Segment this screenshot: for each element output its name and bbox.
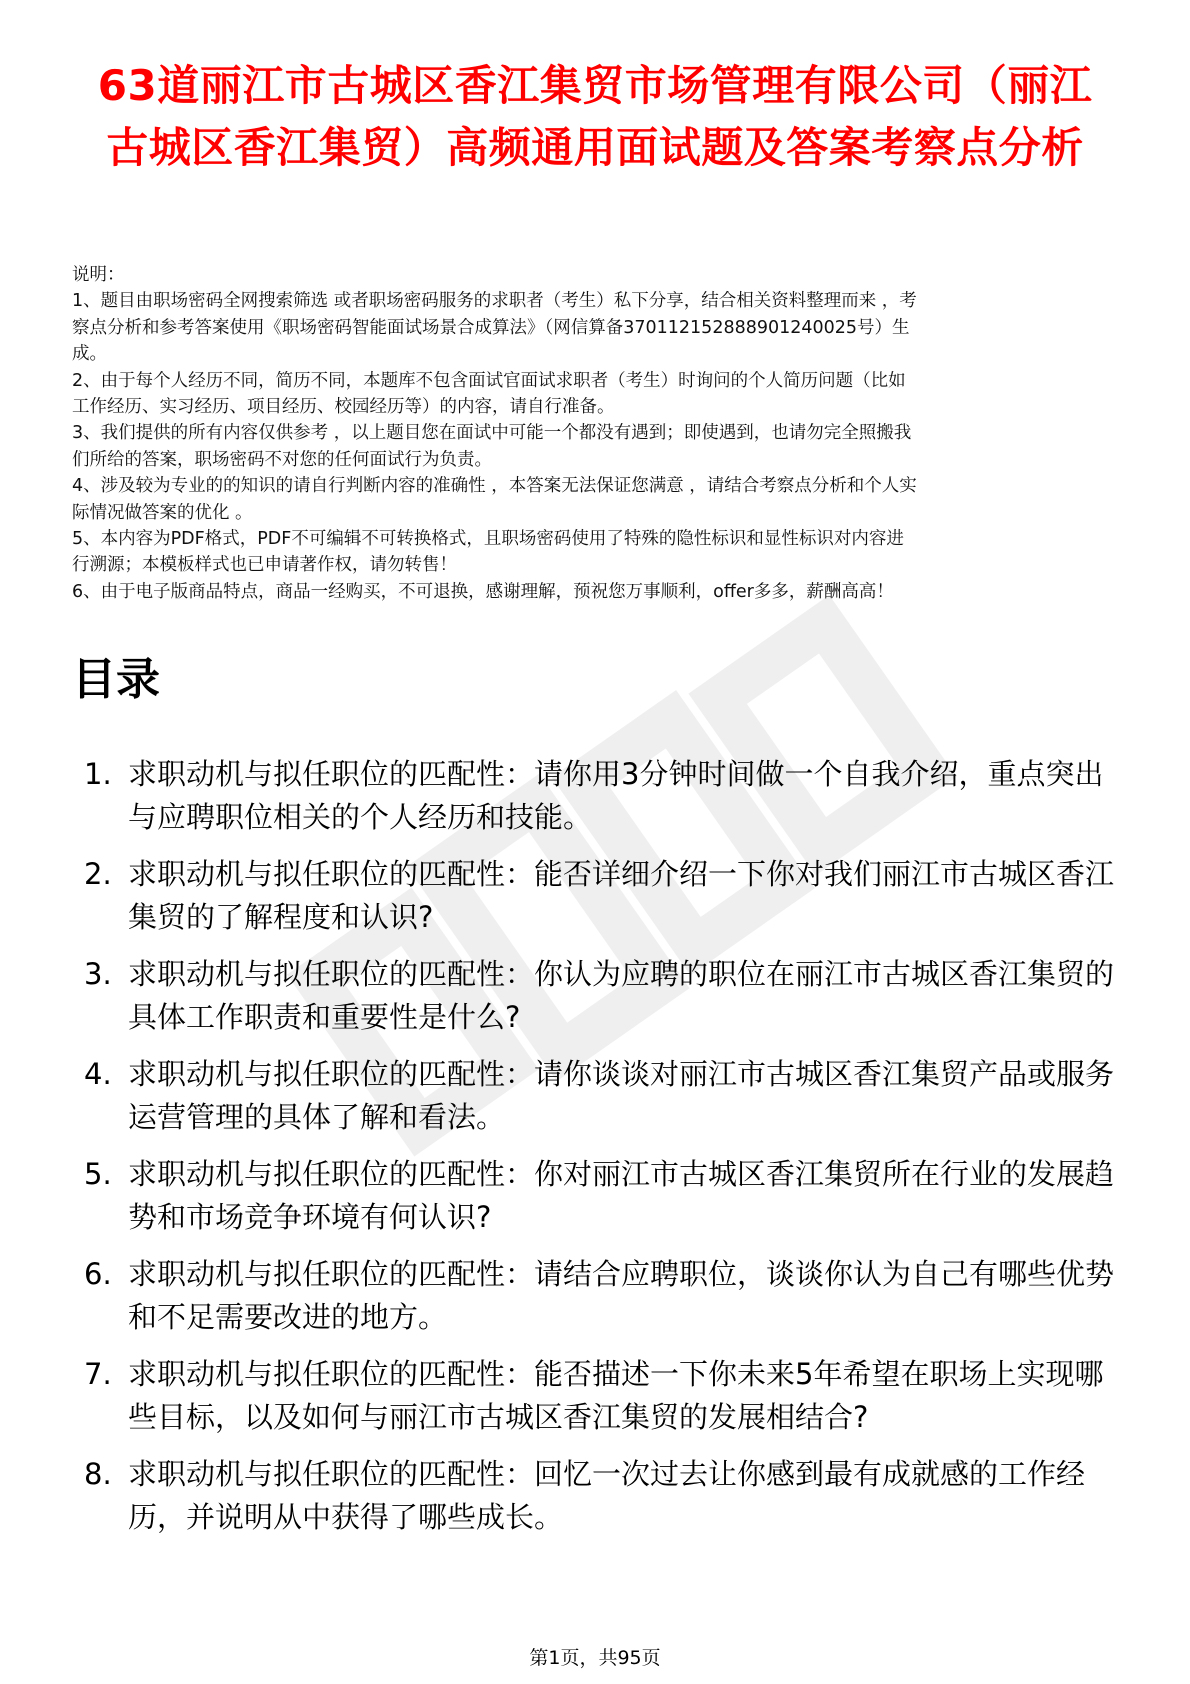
toc-heading: 目录	[72, 654, 160, 705]
toc-item-text: 求职动机与拟任职位的匹配性：请你谈谈对丽江市古城区香江集贸产品或服务运营管理的具体了解和看法。	[128, 1057, 1115, 1134]
note-line: 6、由于电子版商品特点，商品一经购买，不可退换，感谢理解，预祝您万事顺利，offer多多，薪酬高高！	[72, 581, 894, 602]
note-line: 际情况做答案的优化 。	[72, 502, 253, 523]
toc-item-number: 5.	[84, 1157, 112, 1191]
toc-item[interactable]	[72, 1053, 1132, 1139]
toc-item[interactable]	[72, 1453, 1132, 1539]
document-title: 63道丽江市古城区香江集贸市场管理有限公司（丽江古城区香江集贸）高频通用面试题及答案考察点分析	[97, 61, 1093, 172]
toc-item-text: 求职动机与拟任职位的匹配性：回忆一次过去让你感到最有成就感的工作经历，并说明从中获得了哪些成长。	[128, 1457, 1086, 1534]
note-line: 行溯源；本模板样式也已申请著作权，请勿转售！	[72, 555, 457, 576]
note-line: 4、涉及较为专业的的知识的请自行判断内容的准确性 ，本答案无法保证您满意 ，请结合考察点分析和个人实	[72, 476, 917, 497]
toc-item-number: 4.	[84, 1057, 112, 1091]
toc-item-number: 3.	[84, 957, 112, 991]
toc-list	[72, 753, 1132, 1553]
note-line: 1、题目由职场密码全网搜索筛选 或者职场密码服务的求职者（考生）私下分享，结合相关资料整理而来 ，考	[72, 291, 917, 312]
note-line: 们所给的答案，职场密码不对您的任何面试行为负责。	[72, 449, 492, 470]
note-line: 察点分析和参考答案使用《职场密码智能面试场景合成算法》（网信算备3701121528889012400​25号）生	[72, 317, 910, 338]
note-line: 工作经历、实习经历、项目经历、校园经历等）的内容，请自行准备。	[72, 397, 615, 418]
toc-item-text: 求职动机与拟任职位的匹配性：你对丽江市古城区香江集贸所在行业的发展趋势和市场竞争环境有何认识?	[128, 1157, 1115, 1234]
disclaimer-notes	[72, 262, 1122, 605]
toc-item-text: 求职动机与拟任职位的匹配性：请结合应聘职位，谈谈你认为自己有哪些优势和不足需要改进的地方。	[128, 1257, 1115, 1334]
toc-item[interactable]	[72, 1353, 1132, 1439]
toc-item-text: 求职动机与拟任职位的匹配性：你认为应聘的职位在丽江市古城区香江集贸的具体工作职责和重要性是什么?	[128, 957, 1115, 1034]
toc-item-number: 2.	[84, 857, 112, 891]
toc-item-text: 求职动机与拟任职位的匹配性：能否描述一下你未来5年希望在职场上实现哪些目标，以及如何与丽江市古城区香江集贸的发展相结合?	[128, 1357, 1104, 1434]
toc-item[interactable]	[72, 953, 1132, 1039]
note-line: 2、由于每个人经历不同，简历不同，本题库不包含面试官面试求职者（考生）时询问的个人简历问题（比如	[72, 370, 906, 391]
note-line: 5、本内容为PDF格式，PDF不可编辑不可转换格式，且职场密码使用了特殊的隐性标识和显性标识对内容进	[72, 529, 904, 550]
toc-item[interactable]	[72, 1253, 1132, 1339]
note-line: 3、我们提供的所有内容仅供参考 ，以上题目您在面试中可能一个都没有遇到；即使遇到，也请勿完全照搬我	[72, 423, 912, 444]
page-footer: 第1页，共95页	[529, 1647, 661, 1669]
toc-item-number: 1.	[84, 757, 112, 791]
note-line: 成。	[72, 344, 107, 365]
toc-item-text: 求职动机与拟任职位的匹配性：能否详细介绍一下你对我们丽江市古城区香江集贸的了解程度和认识?	[128, 857, 1115, 934]
toc-item-number: 8.	[84, 1457, 112, 1491]
toc-item[interactable]	[72, 1153, 1132, 1239]
notes-heading: 说明：	[72, 265, 125, 285]
toc-item-number: 7.	[84, 1357, 112, 1391]
toc-item[interactable]	[72, 853, 1132, 939]
toc-item[interactable]	[72, 753, 1132, 839]
toc-item-text: 求职动机与拟任职位的匹配性：请你用3分钟时间做一个自我介绍，重点突出与应聘职位相关的个人经历和技能。	[128, 757, 1104, 834]
toc-item-number: 6.	[84, 1257, 112, 1291]
